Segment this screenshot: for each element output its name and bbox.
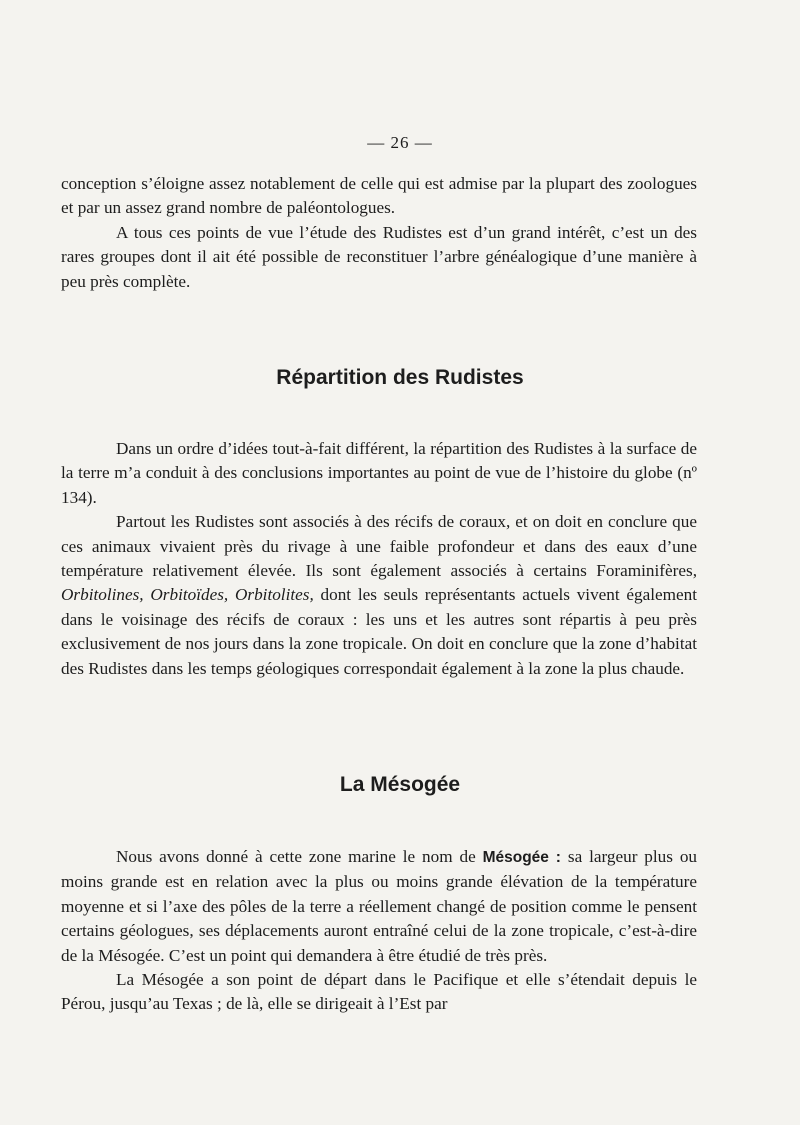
- mesogee-paragraph-1: [61, 845, 697, 968]
- term-mesogee: Mésogée :: [482, 849, 561, 866]
- section-mesogee-text: [61, 845, 697, 1017]
- section-repartition-text: [61, 437, 697, 681]
- mesogee-paragraph-1-start: Nous avons donné à cette zone marine le nom de: [116, 847, 476, 866]
- term-orbitolines: Orbitolines,: [61, 585, 144, 605]
- repartition-paragraph-2-start: Partout les Rudistes sont associés à des récifs de coraux, et on doit en conclure que ces animaux vivaient près du rivage à une faible profondeur et dans des eaux d’une température relativement élevée. Ils sont également associés à certains Foraminifères,: [61, 512, 697, 581]
- mesogee-paragraph-2: La Mésogée a son point de départ dans le Pacifique et elle s’étendait depuis le Pérou, jusqu’au Texas ; de là, elle se dirigeait à l’Est par: [61, 970, 697, 1014]
- term-orbitolites: Orbitolites,: [234, 585, 314, 605]
- repartition-paragraph-2-end: dont les seuls représentants actuels vivent également dans le voisinage des récifs de coraux : les uns et les autres sont répartis à peu près exclusivement de nos jours dans la zone tropicale. On doit en conclure que la zone d’habitat des Rudistes dans les temps géologiques correspondait également à la zone la plus chaude.: [61, 585, 698, 678]
- mesogee-paragraph-1-end: sa largeur plus ou moins grande est en relation avec la plus ou moins grande élévation de la température moyenne et si l’axe des pôles de la terre a réellement changé de position comme le pensent certains géologues, ses déplacements auront entraîné celui de la zone tropicale, c’est-à-dire de la Mésogée. C’est un point qui demandera à être étudié de très près.: [61, 847, 698, 965]
- repartition-paragraph-2: [61, 510, 697, 681]
- page-number: — 26 —: [367, 133, 433, 152]
- term-orbitoides: Orbitoïdes,: [150, 585, 229, 605]
- section-heading-repartition: Répartition des Rudistes: [276, 366, 524, 389]
- intro-paragraph-1: conception s’éloigne assez notablement de celle qui est admise par la plupart des zoologues et par un assez grand nombre de paléontologues.: [61, 174, 697, 218]
- intro-paragraph-2: A tous ces points de vue l’étude des Rudistes est d’un grand intérêt, c’est un des rares groupes dont il ait été possible de reconstituer l’arbre généalogique d’une manière à peu près complète.: [61, 222, 697, 291]
- section-heading-mesogee: La Mésogée: [339, 773, 461, 796]
- repartition-paragraph-1: Dans un ordre d’idées tout-à-fait différent, la répartition des Rudistes à la surface de la terre m’a conduit à des conclusions importantes au point de vue de l’histoire du globe (nº 134).: [61, 439, 697, 507]
- intro-text: [61, 172, 697, 294]
